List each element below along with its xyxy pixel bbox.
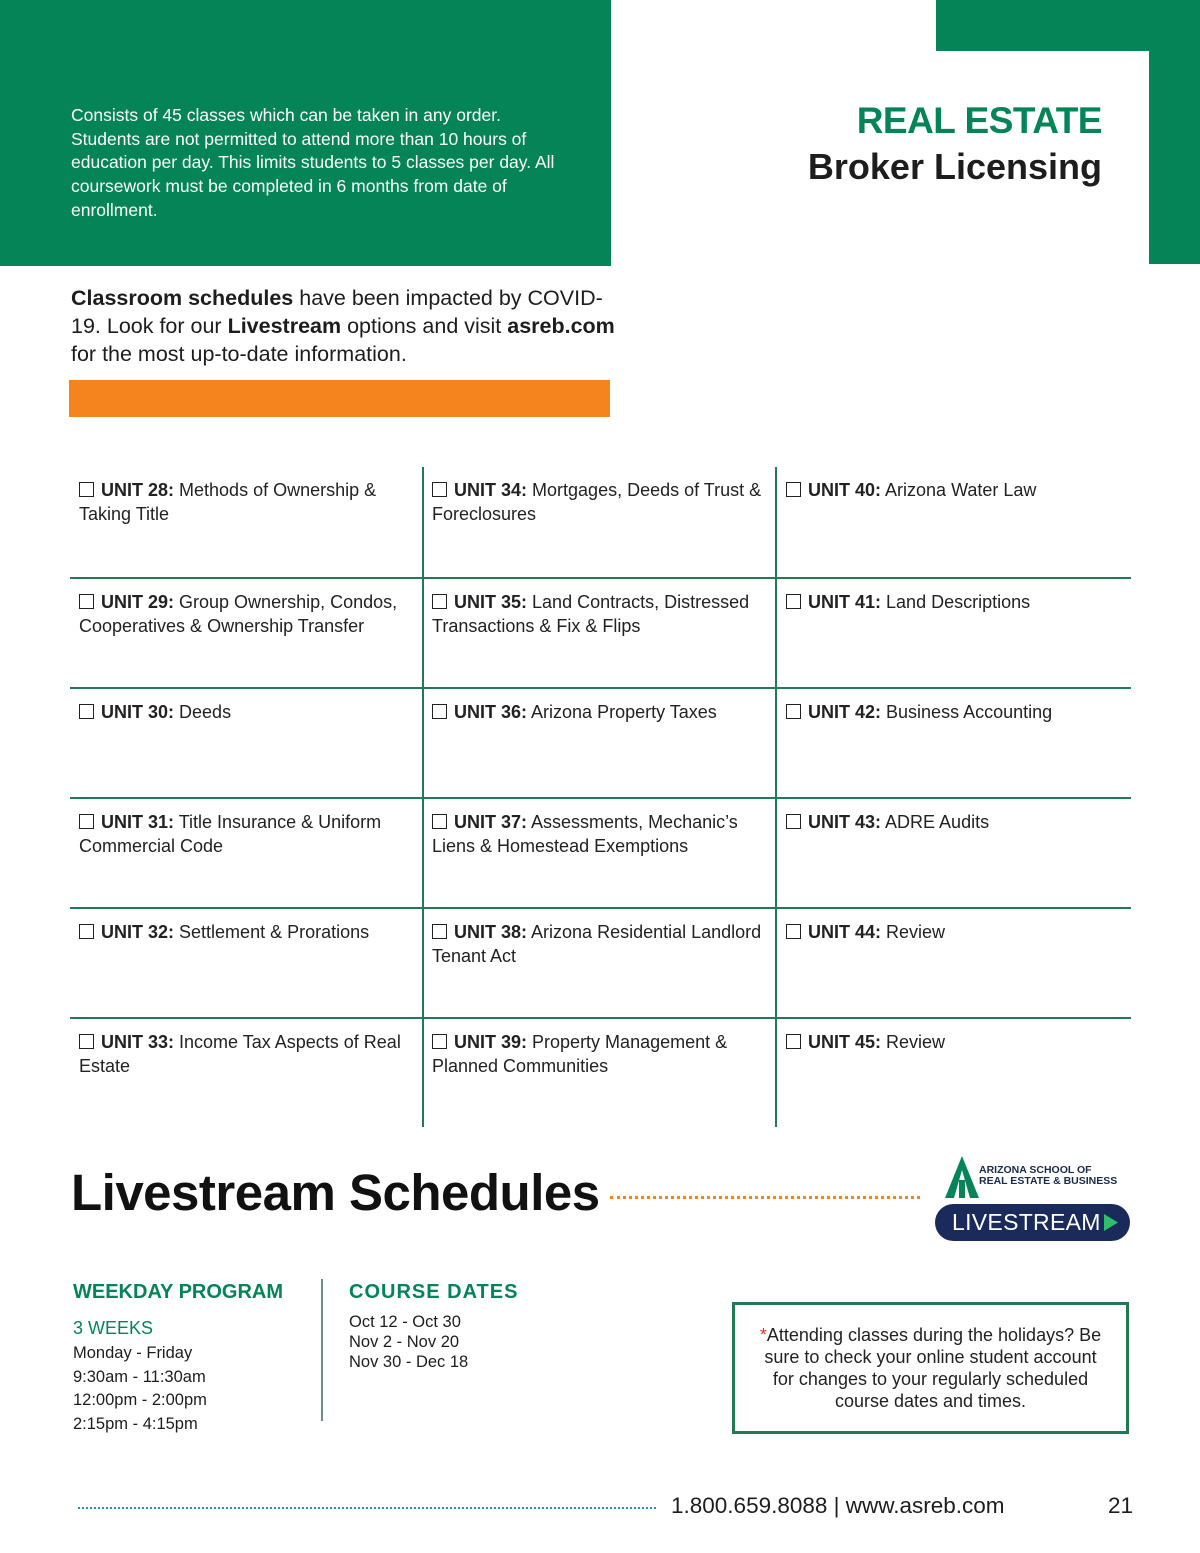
livestream-badge — [935, 1204, 1130, 1241]
unit-item — [424, 467, 777, 577]
unit-number: UNIT 28: — [101, 480, 175, 500]
unit-number: UNIT 31: — [101, 812, 175, 832]
page-subtitle: Broker Licensing — [807, 146, 1102, 187]
checkbox-icon[interactable] — [79, 924, 94, 939]
unit-number: UNIT 37: — [454, 812, 528, 832]
unit-item — [70, 467, 424, 577]
program-days: Monday - Friday — [73, 1344, 193, 1362]
checkbox-icon[interactable] — [432, 814, 447, 829]
unit-number: UNIT 39: — [454, 1032, 528, 1052]
course-date-range: Oct 12 - Oct 30 — [349, 1313, 461, 1331]
unit-title: Property Management & Planned Communities — [432, 1032, 728, 1076]
unit-title: Review — [886, 922, 946, 942]
unit-title: Arizona Residential Landlord Tenant Act — [432, 922, 762, 966]
checkbox-icon[interactable] — [786, 482, 801, 497]
unit-number: UNIT 44: — [808, 922, 882, 942]
logo-line-2: REAL ESTATE & BUSINESS — [979, 1175, 1118, 1187]
notice-text-1: have been impacted by COVID-19. Look for our — [71, 286, 603, 338]
unit-number: UNIT 30: — [101, 702, 175, 722]
logo-text — [979, 1165, 1117, 1187]
checkbox-icon[interactable] — [79, 1034, 94, 1049]
unit-number: UNIT 35: — [454, 592, 528, 612]
dotted-divider — [610, 1196, 920, 1199]
vertical-divider — [321, 1279, 323, 1421]
time-slot: 9:30am - 11:30am — [73, 1367, 206, 1386]
unit-title: Deeds — [179, 702, 232, 722]
unit-item — [424, 1017, 777, 1127]
notice-bold-schedules: Classroom schedules — [71, 286, 294, 310]
weekday-program-heading: WEEKDAY PROGRAM — [73, 1281, 284, 1303]
unit-title: Mortgages, Deeds of Trust & Foreclosures — [432, 480, 762, 524]
holiday-notice-text — [756, 1324, 1106, 1412]
unit-item — [777, 687, 1131, 797]
unit-item — [777, 797, 1131, 907]
course-date-range: Nov 30 - Dec 18 — [349, 1353, 469, 1371]
unit-number: UNIT 45: — [808, 1032, 882, 1052]
unit-item — [777, 907, 1131, 1017]
checkbox-icon[interactable] — [432, 594, 447, 609]
covid-notice — [71, 284, 631, 368]
unit-title: Group Ownership, Condos, Cooperatives & Ownership Transfer — [79, 592, 398, 636]
notice-text-3: for the most up-to-date information. — [71, 342, 407, 366]
course-dates-list — [349, 1312, 468, 1372]
unit-item — [70, 907, 424, 1017]
checkbox-icon[interactable] — [786, 814, 801, 829]
unit-number: UNIT 43: — [808, 812, 882, 832]
intro-panel — [0, 0, 611, 266]
livestream-title: Livestream Schedules — [71, 1164, 600, 1221]
notice-link-asreb[interactable]: asreb.com — [507, 314, 615, 338]
program-schedule — [73, 1342, 207, 1436]
unit-number: UNIT 42: — [808, 702, 882, 722]
holiday-notice-body: Attending classes during the holidays? Be sure to check your online student account for changes to your regularly scheduled course dates and times. — [764, 1325, 1102, 1411]
unit-title: Assessments, Mechanic’s Liens & Homestead Exemptions — [432, 812, 738, 856]
checkbox-icon[interactable] — [79, 594, 94, 609]
page-title: REAL ESTATE — [856, 100, 1102, 141]
unit-number: UNIT 29: — [101, 592, 175, 612]
page-number: 21 — [1108, 1493, 1134, 1518]
checkbox-icon[interactable] — [79, 482, 94, 497]
time-slot: 12:00pm - 2:00pm — [73, 1391, 207, 1410]
unit-number: UNIT 33: — [101, 1032, 175, 1052]
checkbox-icon[interactable] — [79, 814, 94, 829]
unit-title: Land Contracts, Distressed Transactions & Fix & Flips — [432, 592, 750, 636]
unit-item — [424, 687, 777, 797]
unit-item — [70, 1017, 424, 1127]
unit-number: UNIT 36: — [454, 702, 528, 722]
play-arrow-icon — [1104, 1214, 1118, 1231]
course-date-range: Nov 2 - Nov 20 — [349, 1333, 460, 1351]
corner-accent-side — [1149, 0, 1200, 264]
notice-bold-livestream: Livestream — [227, 314, 342, 338]
checkbox-icon[interactable] — [432, 704, 447, 719]
intro-text: Consists of 45 classes which can be taken in any order. Students are not permitted to attend more than 10 hours of education per day. This limits students to 5 classes per day. All coursework must be completed in 6 months from date of enrollment. — [71, 105, 555, 220]
unit-number: UNIT 32: — [101, 922, 175, 942]
unit-title: Arizona Property Taxes — [531, 702, 717, 722]
unit-title: Settlement & Prorations — [179, 922, 370, 942]
footer-contact[interactable]: 1.800.659.8088 | www.asreb.com — [671, 1493, 1005, 1518]
unit-item — [777, 577, 1131, 687]
asterisk: * — [759, 1325, 767, 1345]
unit-item — [70, 577, 424, 687]
checkbox-icon[interactable] — [786, 704, 801, 719]
program-duration: 3 WEEKS — [73, 1318, 154, 1338]
checkbox-icon[interactable] — [786, 924, 801, 939]
unit-title: Review — [886, 1032, 946, 1052]
checkbox-icon[interactable] — [786, 1034, 801, 1049]
notice-text-2: options and visit — [341, 314, 508, 338]
checkbox-icon[interactable] — [786, 594, 801, 609]
orange-divider-bar — [69, 380, 610, 417]
checkbox-icon[interactable] — [432, 924, 447, 939]
unit-title: Methods of Ownership & Taking Title — [79, 480, 377, 524]
units-checklist — [70, 467, 1131, 1128]
checkbox-icon[interactable] — [79, 704, 94, 719]
footer-dotted-line — [78, 1507, 656, 1509]
logo-line-1: ARIZONA SCHOOL OF — [979, 1164, 1092, 1176]
unit-title: Business Accounting — [886, 702, 1053, 722]
unit-item — [70, 687, 424, 797]
time-slot: 2:15pm - 4:15pm — [73, 1414, 198, 1433]
unit-item — [777, 467, 1131, 577]
course-dates-heading: COURSE DATES — [349, 1281, 519, 1303]
unit-title: Income Tax Aspects of Real Estate — [79, 1032, 401, 1076]
logo-mountain-icon — [945, 1156, 979, 1198]
unit-title: Land Descriptions — [886, 592, 1031, 612]
unit-number: UNIT 34: — [454, 480, 528, 500]
unit-number: UNIT 40: — [808, 480, 882, 500]
unit-item — [70, 797, 424, 907]
unit-number: UNIT 38: — [454, 922, 528, 942]
unit-title: Arizona Water Law — [885, 480, 1037, 500]
unit-item — [424, 797, 777, 907]
checkbox-icon[interactable] — [432, 482, 447, 497]
unit-number: UNIT 41: — [808, 592, 882, 612]
unit-item — [777, 1017, 1131, 1127]
unit-item — [424, 577, 777, 687]
livestream-badge-label: LIVESTREAM — [952, 1209, 1101, 1235]
holiday-notice-box — [732, 1302, 1129, 1434]
unit-title: ADRE Audits — [885, 812, 990, 832]
checkbox-icon[interactable] — [432, 1034, 447, 1049]
unit-title: Title Insurance & Uniform Commercial Code — [79, 812, 382, 856]
unit-item — [424, 907, 777, 1017]
